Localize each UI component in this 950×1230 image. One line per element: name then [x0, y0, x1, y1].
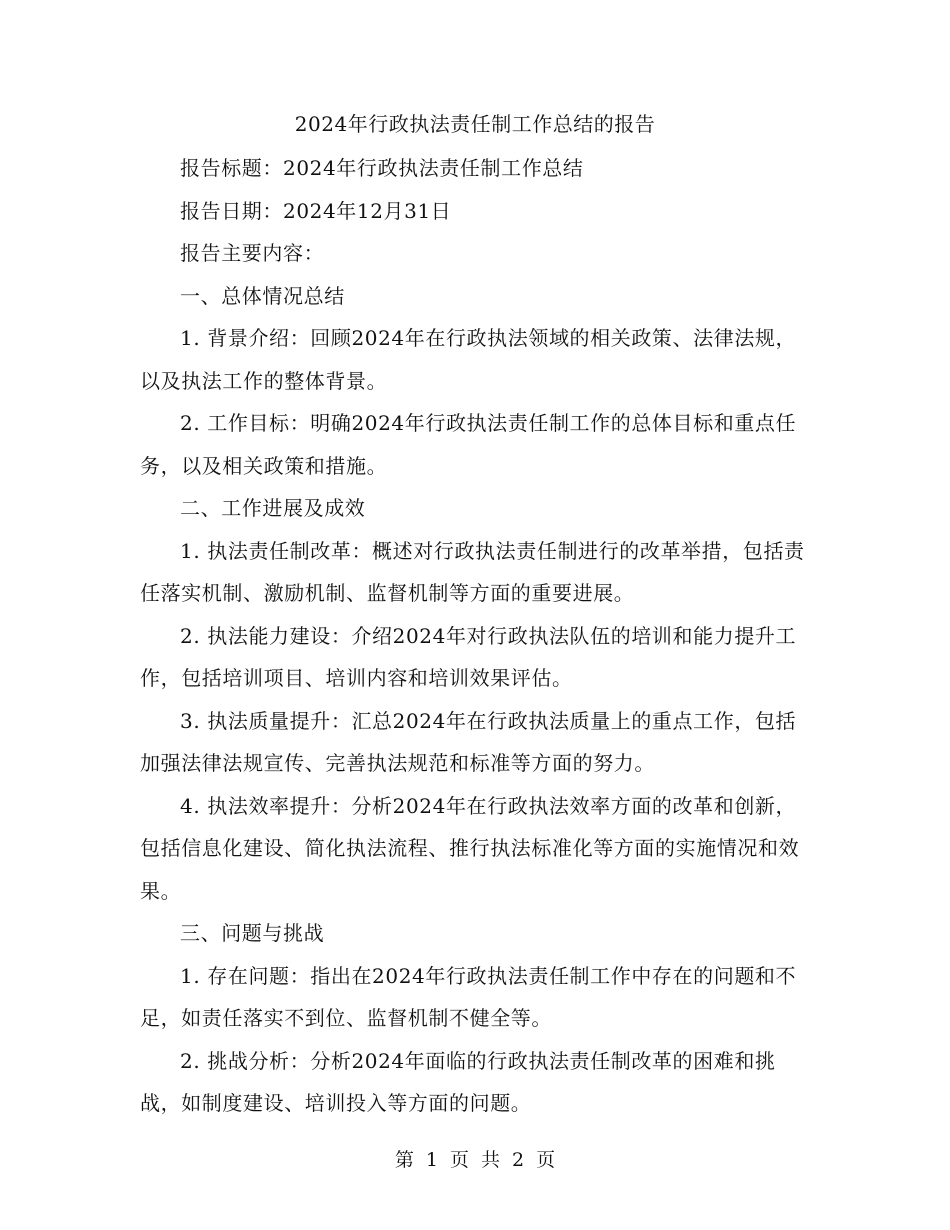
paragraph-background: 1. 背景介绍：回顾2024年在行政执法领域的相关政策、法律法规，以及执法工作的整体背景。: [140, 326, 797, 393]
paragraph-existing-problems: 1. 存在问题：指出在2024年行政执法责任制工作中存在的问题和不足，如责任落实不到位、监督机制不健全等。: [140, 963, 797, 1030]
paragraph-capacity-building: 2. 执法能力建设：介绍2024年对行政执法队伍的培训和能力提升工作，包括培训项目、培训内容和培训效果评估。: [140, 623, 797, 690]
section-heading-overview: 一、总体情况总结: [180, 283, 345, 308]
paragraph-work-goals: 2. 工作目标：明确2024年行政执法责任制工作的总体目标和重点任务，以及相关政策和措施。: [140, 411, 797, 478]
document-title: 2024年行政执法责任制工作总结的报告: [294, 112, 656, 136]
report-date-line: 报告日期：2024年12月31日: [180, 198, 452, 223]
section-heading-progress: 二、工作进展及成效: [180, 496, 366, 520]
page-footer: 第 1 页 共 2 页: [394, 1149, 556, 1171]
document-body: [140, 147, 810, 1125]
report-title-line: 报告标题：2024年行政执法责任制工作总结: [180, 156, 584, 180]
report-contents-heading: 报告主要内容：: [180, 241, 325, 265]
paragraph-quality-improvement: 3. 执法质量提升：汇总2024年在行政执法质量上的重点工作，包括加强法律法规宣传、完善执法规范和标准等方面的努力。: [140, 708, 797, 775]
section-heading-problems: 三、问题与挑战: [180, 921, 325, 945]
paragraph-reform: 1. 执法责任制改革：概述对行政执法责任制进行的改革举措，包括责任落实机制、激励机制、监督机制等方面的重要进展。: [140, 538, 805, 605]
paragraph-efficiency-improvement: 4. 执法效率提升：分析2024年在行政执法效率方面的改革和创新，包括信息化建设、简化执法流程、推行执法标准化等方面的实施情况和效果。: [140, 793, 800, 903]
paragraph-challenge-analysis: 2. 挑战分析：分析2024年面临的行政执法责任制改革的困难和挑战，如制度建设、培训投入等方面的问题。: [140, 1048, 776, 1115]
